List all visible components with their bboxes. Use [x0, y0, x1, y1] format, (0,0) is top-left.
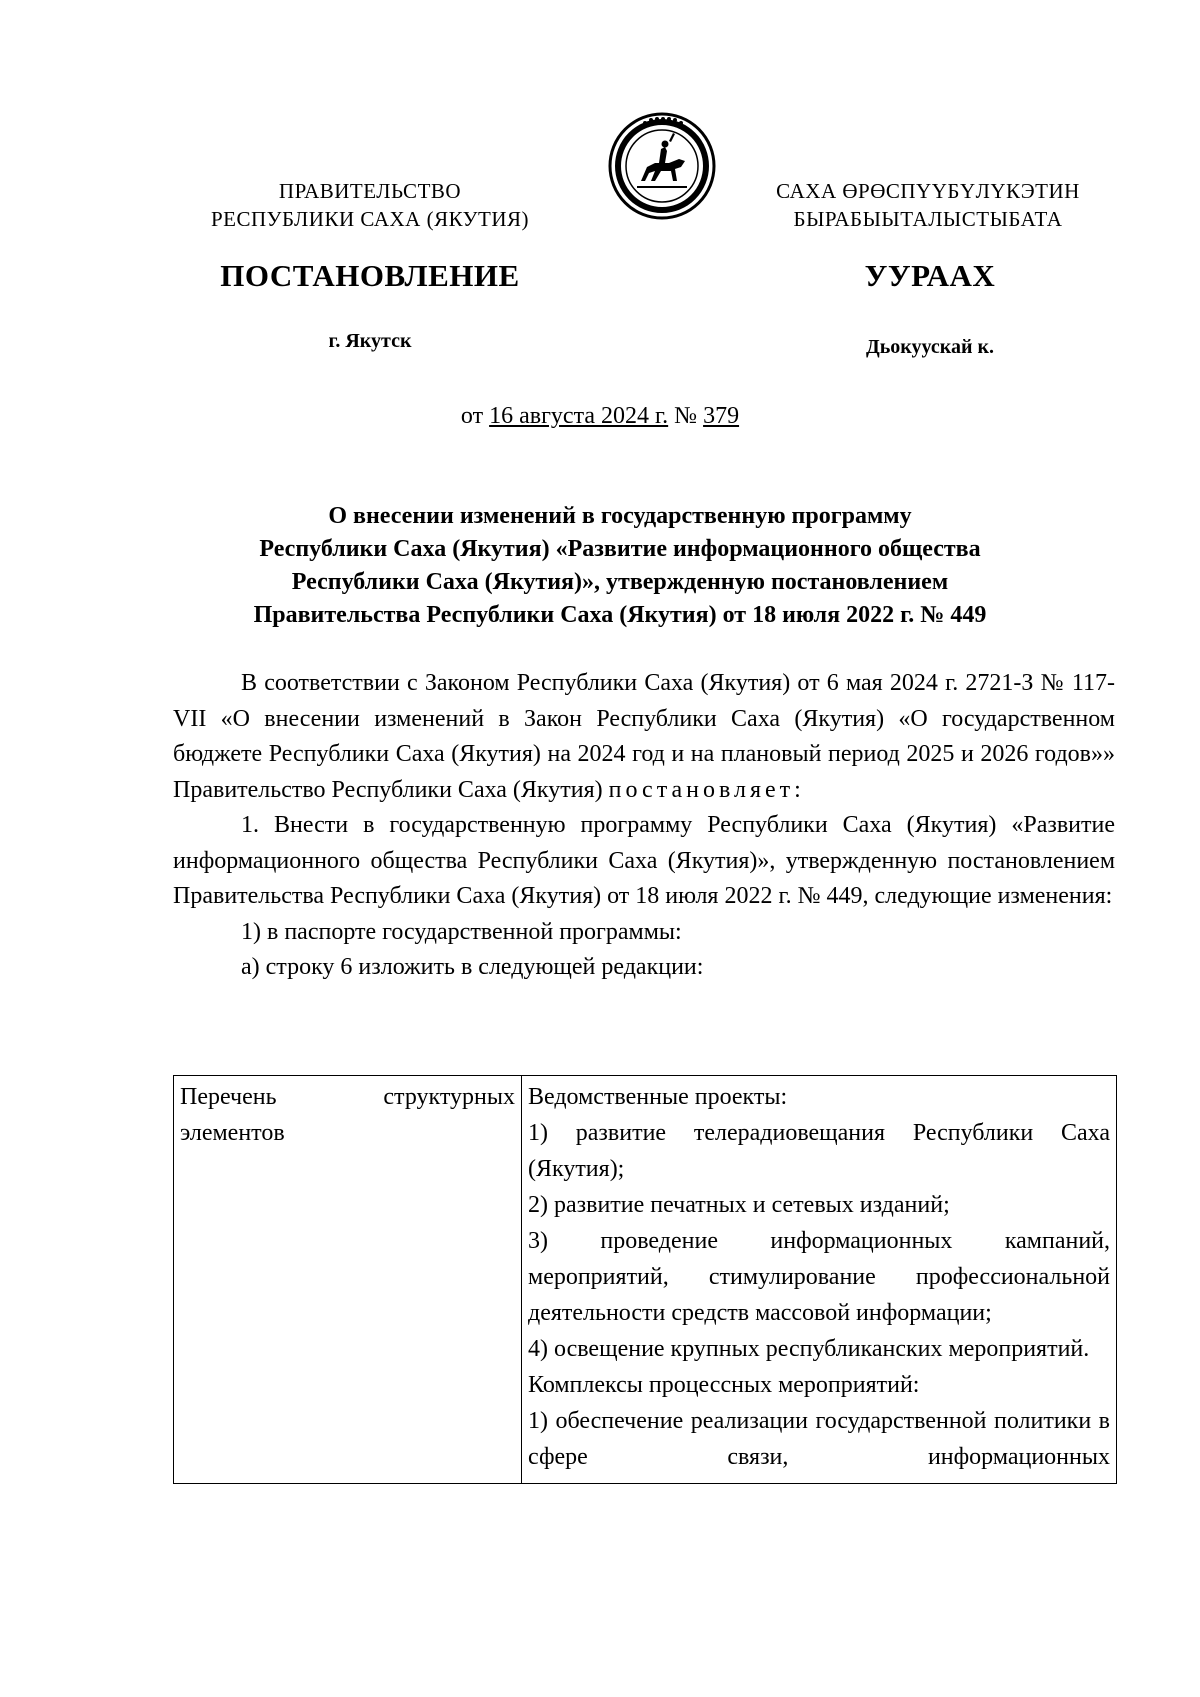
title-line-4: Правительства Республики Саха (Якутия) от 18 июля 2022 г. № 449	[253, 602, 987, 628]
preamble-text: В соответствии с Законом Республики Саха (Якутия) от 6 мая 2024 г. 2721-З № 117-VII «О внесении изменений в Закон Республики Саха (Якутия) «О государственном бюджете Республики Саха (Якутия) на 2024 год и на плановый период 2025 и 2026 годов»» Правительство Республики Саха (Якутия)	[173, 670, 1115, 803]
city-yakut: Дьокуускай к.	[865, 336, 995, 358]
title-line-1: О внесении изменений в государственную программу	[328, 503, 912, 529]
list-item: 3) проведение информационных кампаний, мероприятий, стимулирование профессиональной деятельности средств массовой информации;	[528, 1228, 1110, 1326]
city-russian: г. Якутск	[328, 330, 412, 352]
government-line-1-yakut: САХА ӨРӨСПҮҮБҮЛҮКЭТИН	[776, 179, 1080, 203]
list-item: 1) развитие телерадиовещания Республики Саха (Якутия);	[528, 1120, 1110, 1182]
document-body	[173, 666, 1115, 986]
document-type-russian: ПОСТАНОВЛЕНИЕ	[220, 258, 520, 293]
paragraph-preamble	[173, 666, 1115, 808]
list-item: 1) обеспечение реализации государственной политики в сфере связи, информационных	[528, 1408, 1110, 1470]
document-type-yakut: УУРААХ	[864, 258, 996, 293]
title-line-3: Республики Саха (Якутия)», утвержденную постановлением	[291, 569, 949, 595]
document-date-line	[0, 403, 1200, 430]
table-cell-label: Перечень структурных элементов	[174, 1076, 522, 1484]
document-title	[160, 500, 1080, 632]
list-item: Ведомственные проекты:	[528, 1084, 788, 1110]
list-item: Комплексы процессных мероприятий:	[528, 1372, 920, 1398]
paragraph-subitem-1: 1) в паспорте государственной программы:	[241, 918, 682, 945]
title-line-2: Республики Саха (Якутия) «Развитие информационного общества	[259, 536, 981, 562]
decree-verb: постановляет:	[608, 776, 805, 803]
paragraph-subitem-a: а) строку 6 изложить в следующей редакции:	[241, 954, 704, 980]
number-sign: №	[674, 403, 698, 429]
table-row	[174, 1076, 1117, 1484]
coat-of-arms-emblem	[607, 111, 717, 221]
government-line-2: РЕСПУБЛИКИ САХА (ЯКУТИЯ)	[210, 207, 530, 231]
government-name-russian	[170, 177, 570, 233]
list-item: 2) развитие печатных и сетевых изданий;	[528, 1192, 950, 1218]
government-line-2-yakut: БЫРАБЫЫТАЛЫСТЫБАТА	[793, 207, 1063, 231]
table-cell-content	[522, 1076, 1117, 1484]
document-number: 379	[703, 403, 740, 429]
amendment-table	[173, 1075, 1117, 1484]
paragraph-item-1: 1. Внести в государственную программу Республики Саха (Якутия) «Развитие информационного общества Республики Саха (Якутия)», утвержденную постановлением Правительства Республики Саха (Якутия) от 18 июля 2022 г. № 449, следующие изменения:	[173, 812, 1115, 909]
document-date: 16 августа 2024 г.	[489, 403, 669, 429]
list-item: 4) освещение крупных республиканских мероприятий.	[528, 1336, 1090, 1362]
government-name-yakut	[738, 177, 1118, 233]
government-line-1: ПРАВИТЕЛЬСТВО	[278, 179, 462, 203]
date-prefix: от	[460, 403, 484, 429]
